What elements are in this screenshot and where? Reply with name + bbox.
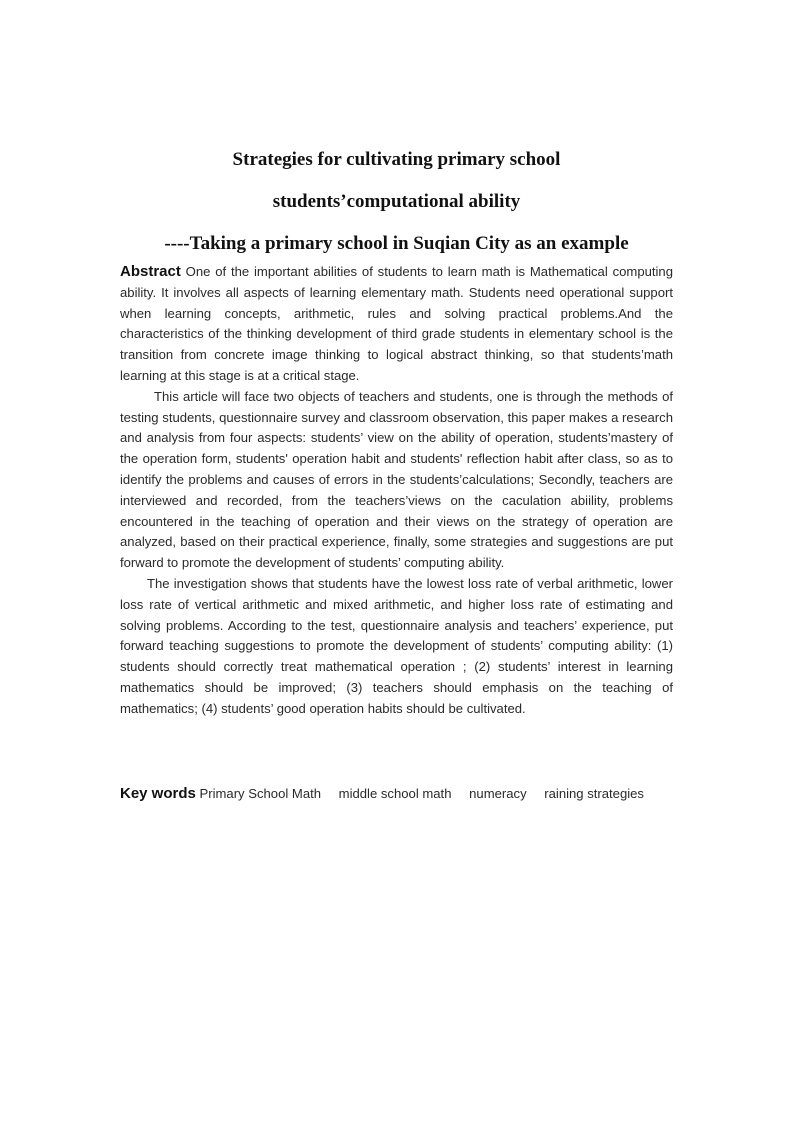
keyword-item: Primary School Math: [199, 786, 322, 801]
keywords-label: Key words: [120, 785, 196, 802]
title-line-2: students’computational ability: [272, 191, 521, 212]
keywords-section: [120, 784, 720, 804]
paper-title: [0, 146, 793, 272]
abstract-paragraph-2: This article will face two objects of teachers and students, one is through the methods of testing students, questionnaire survey and classroom observation, this paper makes a research and analysis from four aspects: students’ view on the ability of operation, students’mastery of the operation form, students' operation habit and students' reflection habit after class, so as to identify the problems and causes of errors in the students’calculations; Secondly, teachers are interviewed and recorded, from the teachers’views on the caculation abiility, problems encountered in the teaching of operation and their views on the strategy of operation are analyzed, based on their practical experience, finally, some strategies and suggestions are put forward to promote the development of students’ computing ability.: [120, 388, 673, 571]
abstract-p1-text: One of the important abilities of students to learn math is Mathematical computing ability. It involves all aspects of learning elementary math. Students need operational support when learning concepts, arithmetic, rules and solving practical problems.And the characteristics of the thinking development of third grade students in elementary school is the transition from concrete image thinking to logical abstract thinking, so that students’math learning at this stage is at a critical stage.: [120, 264, 673, 383]
abstract-paragraph-3: The investigation shows that students have the lowest loss rate of verbal arithmetic, lower loss rate of vertical arithmetic and mixed arithmetic, and higher loss rate of estimating and solving problems. According to the test, questionnaire analysis and teachers’ experience, put forward teaching suggestions to promote the development of students’ computing ability: (1) students should correctly treat mathematical operation ; (2) students’ interest in learning mathematics should be improved; (3) teachers should emphasis on the teaching of mathematics; (4) students’ good operation habits should be cultivated.: [120, 575, 673, 716]
abstract-section: [120, 262, 673, 720]
abstract-paragraph-1: [120, 262, 673, 387]
keyword-item: raining strategies: [544, 786, 644, 801]
keyword-item: numeracy: [469, 786, 527, 801]
title-subtitle: ----Taking a primary school in Suqian City as an example: [164, 233, 629, 254]
abstract-label: Abstract: [120, 263, 181, 280]
keyword-item: middle school math: [338, 786, 452, 801]
title-line-1: Strategies for cultivating primary school: [232, 149, 561, 170]
